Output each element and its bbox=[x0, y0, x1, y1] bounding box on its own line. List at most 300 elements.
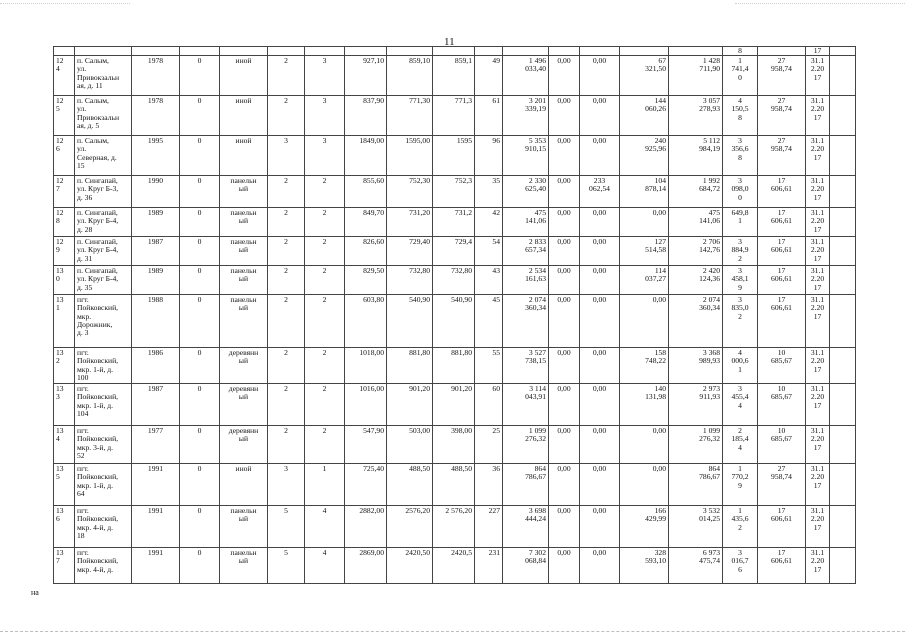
cell-year: 1987 bbox=[132, 237, 180, 266]
cell-c14: 2 420 124,36 bbox=[669, 266, 723, 295]
table-row bbox=[54, 348, 856, 384]
cell-c16: 17 606,61 bbox=[758, 295, 806, 348]
cell-people: 96 bbox=[475, 136, 503, 176]
cell-n: 13 0 bbox=[54, 266, 75, 295]
cell-address: пгт. Пойковский, мкр. Дорожник, д. 3 bbox=[75, 295, 132, 348]
cell-c16: 10 685,67 bbox=[758, 426, 806, 464]
cell-year: 1991 bbox=[132, 464, 180, 506]
cell-area-res: 2576,20 bbox=[387, 506, 433, 548]
cell-c14: 475 141,06 bbox=[669, 208, 723, 237]
cell-entrances: 2 bbox=[305, 266, 345, 295]
cell-area-total: 829,50 bbox=[345, 266, 387, 295]
cell-address: п. Салым, ул. Привокзальн ая, д. 5 bbox=[75, 96, 132, 136]
cell-entrances: 4 bbox=[305, 548, 345, 584]
cell-floors: 2 bbox=[268, 266, 305, 295]
cell-c12: 0,00 bbox=[580, 506, 620, 548]
scan-artifact-bottom bbox=[0, 631, 905, 632]
cell-c3: 0 bbox=[180, 548, 220, 584]
table-row bbox=[54, 506, 856, 548]
cell-empty bbox=[830, 464, 856, 506]
cell-area-res: 729,40 bbox=[387, 237, 433, 266]
cell-c3: 0 bbox=[180, 136, 220, 176]
cell-n: 13 7 bbox=[54, 548, 75, 584]
cell-c11: 0,00 bbox=[549, 295, 580, 348]
cell-date: 31.1 2.20 17 bbox=[806, 426, 830, 464]
cell-c16: 10 685,67 bbox=[758, 348, 806, 384]
cell-address: п. Сингапай, ул. Круг Б-4, д. 31 bbox=[75, 237, 132, 266]
cell-c16: 17 606,61 bbox=[758, 548, 806, 584]
cell-people: 25 bbox=[475, 426, 503, 464]
cell-c14: 1 428 711,90 bbox=[669, 56, 723, 96]
cell-floors: 2 bbox=[268, 96, 305, 136]
cell-c15: 649,8 1 bbox=[723, 208, 758, 237]
cell-c13: 328 593,10 bbox=[620, 548, 669, 584]
cell-date: 31.1 2.20 17 bbox=[806, 208, 830, 237]
cell-c11: 0,00 bbox=[549, 266, 580, 295]
cell-entrances: 2 bbox=[305, 176, 345, 208]
cell-area-res: 881,80 bbox=[387, 348, 433, 384]
cell-material: панельн ый bbox=[220, 548, 268, 584]
cell-entrances: 4 bbox=[305, 506, 345, 548]
cell-c12: 233 062,54 bbox=[580, 176, 620, 208]
cell-floors: 5 bbox=[268, 548, 305, 584]
cell-date: 31.1 2.20 17 bbox=[806, 176, 830, 208]
cell-material: панельн ый bbox=[220, 295, 268, 348]
table-row bbox=[54, 96, 856, 136]
cell-empty bbox=[830, 96, 856, 136]
cell-entrances: 2 bbox=[305, 426, 345, 464]
cell-c15: 3 356,6 8 bbox=[723, 136, 758, 176]
cell-c11: 0,00 bbox=[549, 348, 580, 384]
cell-material: панельн ый bbox=[220, 266, 268, 295]
table-row bbox=[54, 56, 856, 96]
cell-material: деревянн ый bbox=[220, 348, 268, 384]
cell-date: 31.1 2.20 17 bbox=[806, 506, 830, 548]
cell-area-res2: 732,80 bbox=[433, 266, 475, 295]
cell-c13: 166 429,99 bbox=[620, 506, 669, 548]
cell-area-res2: 398,00 bbox=[433, 426, 475, 464]
cell-c15: 3 884,9 2 bbox=[723, 237, 758, 266]
cell-material: иной bbox=[220, 56, 268, 96]
cell-area-res: 540,90 bbox=[387, 295, 433, 348]
cell-n: 12 7 bbox=[54, 176, 75, 208]
cell-c12: 0,00 bbox=[580, 384, 620, 426]
cell-floors: 2 bbox=[268, 176, 305, 208]
table-row bbox=[54, 295, 856, 348]
cell-address: пгт. Пойковский, мкр. 1-й, д. 100 bbox=[75, 348, 132, 384]
cell-area-res2: 881,80 bbox=[433, 348, 475, 384]
cell-address: п. Салым, ул. Северная, д. 15 bbox=[75, 136, 132, 176]
cell-c12: 0,00 bbox=[580, 266, 620, 295]
cell-date: 31.1 2.20 17 bbox=[806, 295, 830, 348]
cell-material: деревянн ый bbox=[220, 384, 268, 426]
cell-c15: 3 455,4 4 bbox=[723, 384, 758, 426]
table-row bbox=[54, 266, 856, 295]
cell-people: 55 bbox=[475, 348, 503, 384]
cell-c3: 0 bbox=[180, 348, 220, 384]
cell-c12: 0,00 bbox=[580, 208, 620, 237]
cell-entrances: 3 bbox=[305, 136, 345, 176]
cell-cost: 475 141,06 bbox=[503, 208, 549, 237]
cell-n: 13 1 bbox=[54, 295, 75, 348]
cell-people: 36 bbox=[475, 464, 503, 506]
cell-year: 1978 bbox=[132, 56, 180, 96]
cell-empty bbox=[830, 56, 856, 96]
cell-cost: 3 698 444,24 bbox=[503, 506, 549, 548]
cell-area-total: 837,90 bbox=[345, 96, 387, 136]
cell-area-res2: 771,3 bbox=[433, 96, 475, 136]
cell-area-res: 2420,50 bbox=[387, 548, 433, 584]
cell-c14: 2 074 360,34 bbox=[669, 295, 723, 348]
cell-year: 1988 bbox=[132, 295, 180, 348]
cell-entrances: 2 bbox=[305, 348, 345, 384]
table-row bbox=[54, 208, 856, 237]
cell-area-total: 1849,00 bbox=[345, 136, 387, 176]
cell-floors: 2 bbox=[268, 384, 305, 426]
cell-c13: 104 878,14 bbox=[620, 176, 669, 208]
cell-material: панельн ый bbox=[220, 506, 268, 548]
cell-floors: 3 bbox=[268, 464, 305, 506]
cell-area-res2: 729,4 bbox=[433, 237, 475, 266]
cell-area-res: 901,20 bbox=[387, 384, 433, 426]
cell-c16: 17 606,61 bbox=[758, 237, 806, 266]
cell-c3: 0 bbox=[180, 384, 220, 426]
cell-cost: 2 534 161,63 bbox=[503, 266, 549, 295]
cell-c15: 4 000,6 1 bbox=[723, 348, 758, 384]
cell-area-res2: 1595 bbox=[433, 136, 475, 176]
cell-material: иной bbox=[220, 464, 268, 506]
cell-area-res2: 752,3 bbox=[433, 176, 475, 208]
cell-area-res: 503,00 bbox=[387, 426, 433, 464]
cell-floors: 2 bbox=[268, 237, 305, 266]
cell-area-res: 731,20 bbox=[387, 208, 433, 237]
cell-c16: 17 606,61 bbox=[758, 208, 806, 237]
cell-c12: 0,00 bbox=[580, 136, 620, 176]
cell-c15: 4 150,5 8 bbox=[723, 96, 758, 136]
cell-floors: 2 bbox=[268, 56, 305, 96]
scan-artifact-top-left bbox=[0, 3, 130, 4]
cell-c15: 1 741,4 0 bbox=[723, 56, 758, 96]
cell-date: 31.1 2.20 17 bbox=[806, 348, 830, 384]
cell-area-total: 603,80 bbox=[345, 295, 387, 348]
cell-address: пгт. Пойковский, мкр. 3-й, д. 52 bbox=[75, 426, 132, 464]
cell-area-res: 859,10 bbox=[387, 56, 433, 96]
cell-c13: 144 060,26 bbox=[620, 96, 669, 136]
cell-date: 31.1 2.20 17 bbox=[806, 96, 830, 136]
cell-year: 1989 bbox=[132, 208, 180, 237]
cell-people: 61 bbox=[475, 96, 503, 136]
cell-floors: 3 bbox=[268, 136, 305, 176]
cell-c15: 1 435,6 2 bbox=[723, 506, 758, 548]
cell-c11: 0,00 bbox=[549, 384, 580, 426]
cell-c14: 1 992 684,72 bbox=[669, 176, 723, 208]
cell-material: иной bbox=[220, 136, 268, 176]
cell-year: 1995 bbox=[132, 136, 180, 176]
cell-date: 31.1 2.20 17 bbox=[806, 266, 830, 295]
cell-year: 1991 bbox=[132, 548, 180, 584]
cell-empty bbox=[830, 266, 856, 295]
cell-area-total: 849,70 bbox=[345, 208, 387, 237]
cell-c3: 0 bbox=[180, 266, 220, 295]
cell-people: 231 bbox=[475, 548, 503, 584]
cell-entrances: 3 bbox=[305, 56, 345, 96]
cell-empty bbox=[830, 506, 856, 548]
cell-c3: 0 bbox=[180, 96, 220, 136]
cell-entrances: 2 bbox=[305, 295, 345, 348]
cell-people: 227 bbox=[475, 506, 503, 548]
cell-address: п. Сингапай, ул. Круг Б-3, д. 36 bbox=[75, 176, 132, 208]
table-row bbox=[54, 384, 856, 426]
cell-material: иной bbox=[220, 96, 268, 136]
cell-area-total: 826,60 bbox=[345, 237, 387, 266]
cell-n: 13 5 bbox=[54, 464, 75, 506]
cell-cost: 5 353 910,15 bbox=[503, 136, 549, 176]
cell-c15: 3 016,7 6 bbox=[723, 548, 758, 584]
cell-cost: 1 099 276,32 bbox=[503, 426, 549, 464]
cell-area-res2: 859,1 bbox=[433, 56, 475, 96]
cell-floors: 5 bbox=[268, 506, 305, 548]
cell-c13: 140 131,98 bbox=[620, 384, 669, 426]
cell-area-res: 771,30 bbox=[387, 96, 433, 136]
table-body bbox=[54, 47, 856, 584]
cell-year: 1989 bbox=[132, 266, 180, 295]
cell-entrances: 1 bbox=[305, 464, 345, 506]
cell-material: панельн ый bbox=[220, 208, 268, 237]
cell-empty bbox=[830, 136, 856, 176]
cell-area-res2: 901,20 bbox=[433, 384, 475, 426]
cell-area-res: 488,50 bbox=[387, 464, 433, 506]
cell-cost: 7 302 068,84 bbox=[503, 548, 549, 584]
cell-people: 43 bbox=[475, 266, 503, 295]
cell-year: 1986 bbox=[132, 348, 180, 384]
cell-c12: 0,00 bbox=[580, 348, 620, 384]
cell-cost: 2 330 625,40 bbox=[503, 176, 549, 208]
cell-c16: 27 958,74 bbox=[758, 464, 806, 506]
cell-empty bbox=[830, 384, 856, 426]
cell-entrances: 3 bbox=[305, 96, 345, 136]
cell-area-total: 2882,00 bbox=[345, 506, 387, 548]
cell-year: 1978 bbox=[132, 96, 180, 136]
cell-area-res: 752,30 bbox=[387, 176, 433, 208]
cell-date: 31.1 2.20 17 bbox=[806, 464, 830, 506]
cell-year: 1977 bbox=[132, 426, 180, 464]
cell-entrances: 2 bbox=[305, 208, 345, 237]
cell-material: панельн ый bbox=[220, 237, 268, 266]
cell-c15: 1 770,2 9 bbox=[723, 464, 758, 506]
header-row bbox=[54, 47, 856, 56]
cell-address: пгт. Пойковский, мкр. 1-й, д. 64 bbox=[75, 464, 132, 506]
cell-c12: 0,00 bbox=[580, 237, 620, 266]
housing-register-table bbox=[53, 46, 856, 584]
cell-c13: 67 321,50 bbox=[620, 56, 669, 96]
cell-c11: 0,00 bbox=[549, 237, 580, 266]
cell-c16: 27 958,74 bbox=[758, 96, 806, 136]
cell-area-total: 927,10 bbox=[345, 56, 387, 96]
cell-empty bbox=[830, 548, 856, 584]
cell-c13: 0,00 bbox=[620, 464, 669, 506]
cell-c15: 3 458,1 9 bbox=[723, 266, 758, 295]
cell-n: 13 2 bbox=[54, 348, 75, 384]
cell-cost: 864 786,67 bbox=[503, 464, 549, 506]
footer-note: на bbox=[31, 588, 39, 597]
cell-people: 60 bbox=[475, 384, 503, 426]
cell-c14: 864 786,67 bbox=[669, 464, 723, 506]
cell-c16: 17 606,61 bbox=[758, 266, 806, 295]
cell-c15: 3 835,0 2 bbox=[723, 295, 758, 348]
cell-area-res2: 488,50 bbox=[433, 464, 475, 506]
cell-cost: 3 114 043,91 bbox=[503, 384, 549, 426]
cell-cost: 3 201 339,19 bbox=[503, 96, 549, 136]
cell-area-res2: 731,2 bbox=[433, 208, 475, 237]
cell-c11: 0,00 bbox=[549, 96, 580, 136]
cell-address: пгт. Пойковский, мкр. 4-й, д. 18 bbox=[75, 506, 132, 548]
cell-c11: 0,00 bbox=[549, 208, 580, 237]
cell-area-total: 1016,00 bbox=[345, 384, 387, 426]
cell-c14: 3 368 989,93 bbox=[669, 348, 723, 384]
cell-n: 12 6 bbox=[54, 136, 75, 176]
cell-area-res: 1595,00 bbox=[387, 136, 433, 176]
cell-n: 12 5 bbox=[54, 96, 75, 136]
cell-c15: 3 098,0 0 bbox=[723, 176, 758, 208]
cell-date: 31.1 2.20 17 bbox=[806, 384, 830, 426]
cell-c14: 6 973 475,74 bbox=[669, 548, 723, 584]
cell-c12: 0,00 bbox=[580, 464, 620, 506]
table-row bbox=[54, 426, 856, 464]
cell-c3: 0 bbox=[180, 426, 220, 464]
cell-address: пгт. Пойковский, мкр. 1-й, д. 104 bbox=[75, 384, 132, 426]
cell-people: 42 bbox=[475, 208, 503, 237]
cell-c12: 0,00 bbox=[580, 56, 620, 96]
cell-n: 12 4 bbox=[54, 56, 75, 96]
cell-area-total: 1018,00 bbox=[345, 348, 387, 384]
cell-cost: 3 527 738,15 bbox=[503, 348, 549, 384]
cell-c3: 0 bbox=[180, 464, 220, 506]
cell-n: 13 4 bbox=[54, 426, 75, 464]
cell-c3: 0 bbox=[180, 176, 220, 208]
cell-date: 31.1 2.20 17 bbox=[806, 548, 830, 584]
cell-c13: 0,00 bbox=[620, 295, 669, 348]
cell-c16: 17 606,61 bbox=[758, 506, 806, 548]
cell-c11: 0,00 bbox=[549, 136, 580, 176]
cell-floors: 2 bbox=[268, 348, 305, 384]
cell-area-res: 732,80 bbox=[387, 266, 433, 295]
cell-c13: 0,00 bbox=[620, 426, 669, 464]
cell-address: п. Сингапай, ул. Круг Б-4, д. 28 bbox=[75, 208, 132, 237]
cell-empty bbox=[830, 426, 856, 464]
cell-c13: 0,00 bbox=[620, 208, 669, 237]
cell-c16: 27 958,74 bbox=[758, 136, 806, 176]
cell-people: 45 bbox=[475, 295, 503, 348]
table-row bbox=[54, 136, 856, 176]
cell-c12: 0,00 bbox=[580, 548, 620, 584]
cell-empty bbox=[830, 208, 856, 237]
cell-c14: 2 706 142,76 bbox=[669, 237, 723, 266]
cell-c12: 0,00 bbox=[580, 426, 620, 464]
cell-c16: 17 606,61 bbox=[758, 176, 806, 208]
table-row bbox=[54, 464, 856, 506]
cell-c11: 0,00 bbox=[549, 426, 580, 464]
cell-c3: 0 bbox=[180, 237, 220, 266]
header-cell-17: 17 bbox=[806, 47, 830, 56]
cell-area-total: 855,60 bbox=[345, 176, 387, 208]
cell-floors: 2 bbox=[268, 208, 305, 237]
cell-entrances: 2 bbox=[305, 237, 345, 266]
cell-c13: 114 037,27 bbox=[620, 266, 669, 295]
header-cell-8: 8 bbox=[723, 47, 758, 56]
cell-c14: 1 099 276,32 bbox=[669, 426, 723, 464]
cell-year: 1990 bbox=[132, 176, 180, 208]
page-number: 11 bbox=[444, 36, 455, 48]
table-row bbox=[54, 548, 856, 584]
cell-c11: 0,00 bbox=[549, 548, 580, 584]
cell-c11: 0,00 bbox=[549, 464, 580, 506]
cell-area-total: 725,40 bbox=[345, 464, 387, 506]
cell-c11: 0,00 bbox=[549, 176, 580, 208]
cell-c11: 0,00 bbox=[549, 56, 580, 96]
cell-n: 12 9 bbox=[54, 237, 75, 266]
cell-c14: 3 532 014,25 bbox=[669, 506, 723, 548]
cell-c14: 3 057 278,93 bbox=[669, 96, 723, 136]
cell-c14: 2 973 911,93 bbox=[669, 384, 723, 426]
cell-floors: 2 bbox=[268, 426, 305, 464]
cell-area-total: 2869,00 bbox=[345, 548, 387, 584]
cell-empty bbox=[830, 295, 856, 348]
cell-address: п. Салым, ул. Привокзальн ая, д. 11 bbox=[75, 56, 132, 96]
cell-material: деревянн ый bbox=[220, 426, 268, 464]
cell-n: 12 8 bbox=[54, 208, 75, 237]
cell-cost: 2 074 360,34 bbox=[503, 295, 549, 348]
cell-c15: 2 185,4 4 bbox=[723, 426, 758, 464]
table-row bbox=[54, 176, 856, 208]
cell-address: п. Сингапай, ул. Круг Б-4, д. 35 bbox=[75, 266, 132, 295]
cell-area-res2: 2 576,20 bbox=[433, 506, 475, 548]
cell-people: 35 bbox=[475, 176, 503, 208]
scan-artifact-top-right bbox=[735, 3, 905, 4]
cell-address: пгт. Пойковский, мкр. 4-й, д. bbox=[75, 548, 132, 584]
cell-people: 54 bbox=[475, 237, 503, 266]
cell-date: 31.1 2.20 17 bbox=[806, 56, 830, 96]
cell-material: панельн ый bbox=[220, 176, 268, 208]
cell-empty bbox=[830, 176, 856, 208]
cell-c3: 0 bbox=[180, 56, 220, 96]
cell-c13: 158 748,22 bbox=[620, 348, 669, 384]
cell-c3: 0 bbox=[180, 208, 220, 237]
cell-floors: 2 bbox=[268, 295, 305, 348]
cell-empty bbox=[830, 348, 856, 384]
cell-c13: 127 514,58 bbox=[620, 237, 669, 266]
cell-year: 1987 bbox=[132, 384, 180, 426]
cell-n: 13 6 bbox=[54, 506, 75, 548]
cell-c3: 0 bbox=[180, 295, 220, 348]
cell-cost: 2 833 657,34 bbox=[503, 237, 549, 266]
cell-c16: 10 685,67 bbox=[758, 384, 806, 426]
cell-c12: 0,00 bbox=[580, 295, 620, 348]
cell-c11: 0,00 bbox=[549, 506, 580, 548]
cell-date: 31.1 2.20 17 bbox=[806, 136, 830, 176]
cell-date: 31.1 2.20 17 bbox=[806, 237, 830, 266]
cell-area-res2: 540,90 bbox=[433, 295, 475, 348]
cell-entrances: 2 bbox=[305, 384, 345, 426]
cell-area-total: 547,90 bbox=[345, 426, 387, 464]
cell-area-res2: 2420,5 bbox=[433, 548, 475, 584]
cell-c14: 5 112 984,19 bbox=[669, 136, 723, 176]
table-row bbox=[54, 237, 856, 266]
cell-year: 1991 bbox=[132, 506, 180, 548]
cell-people: 49 bbox=[475, 56, 503, 96]
cell-c3: 0 bbox=[180, 506, 220, 548]
cell-c12: 0,00 bbox=[580, 96, 620, 136]
cell-n: 13 3 bbox=[54, 384, 75, 426]
